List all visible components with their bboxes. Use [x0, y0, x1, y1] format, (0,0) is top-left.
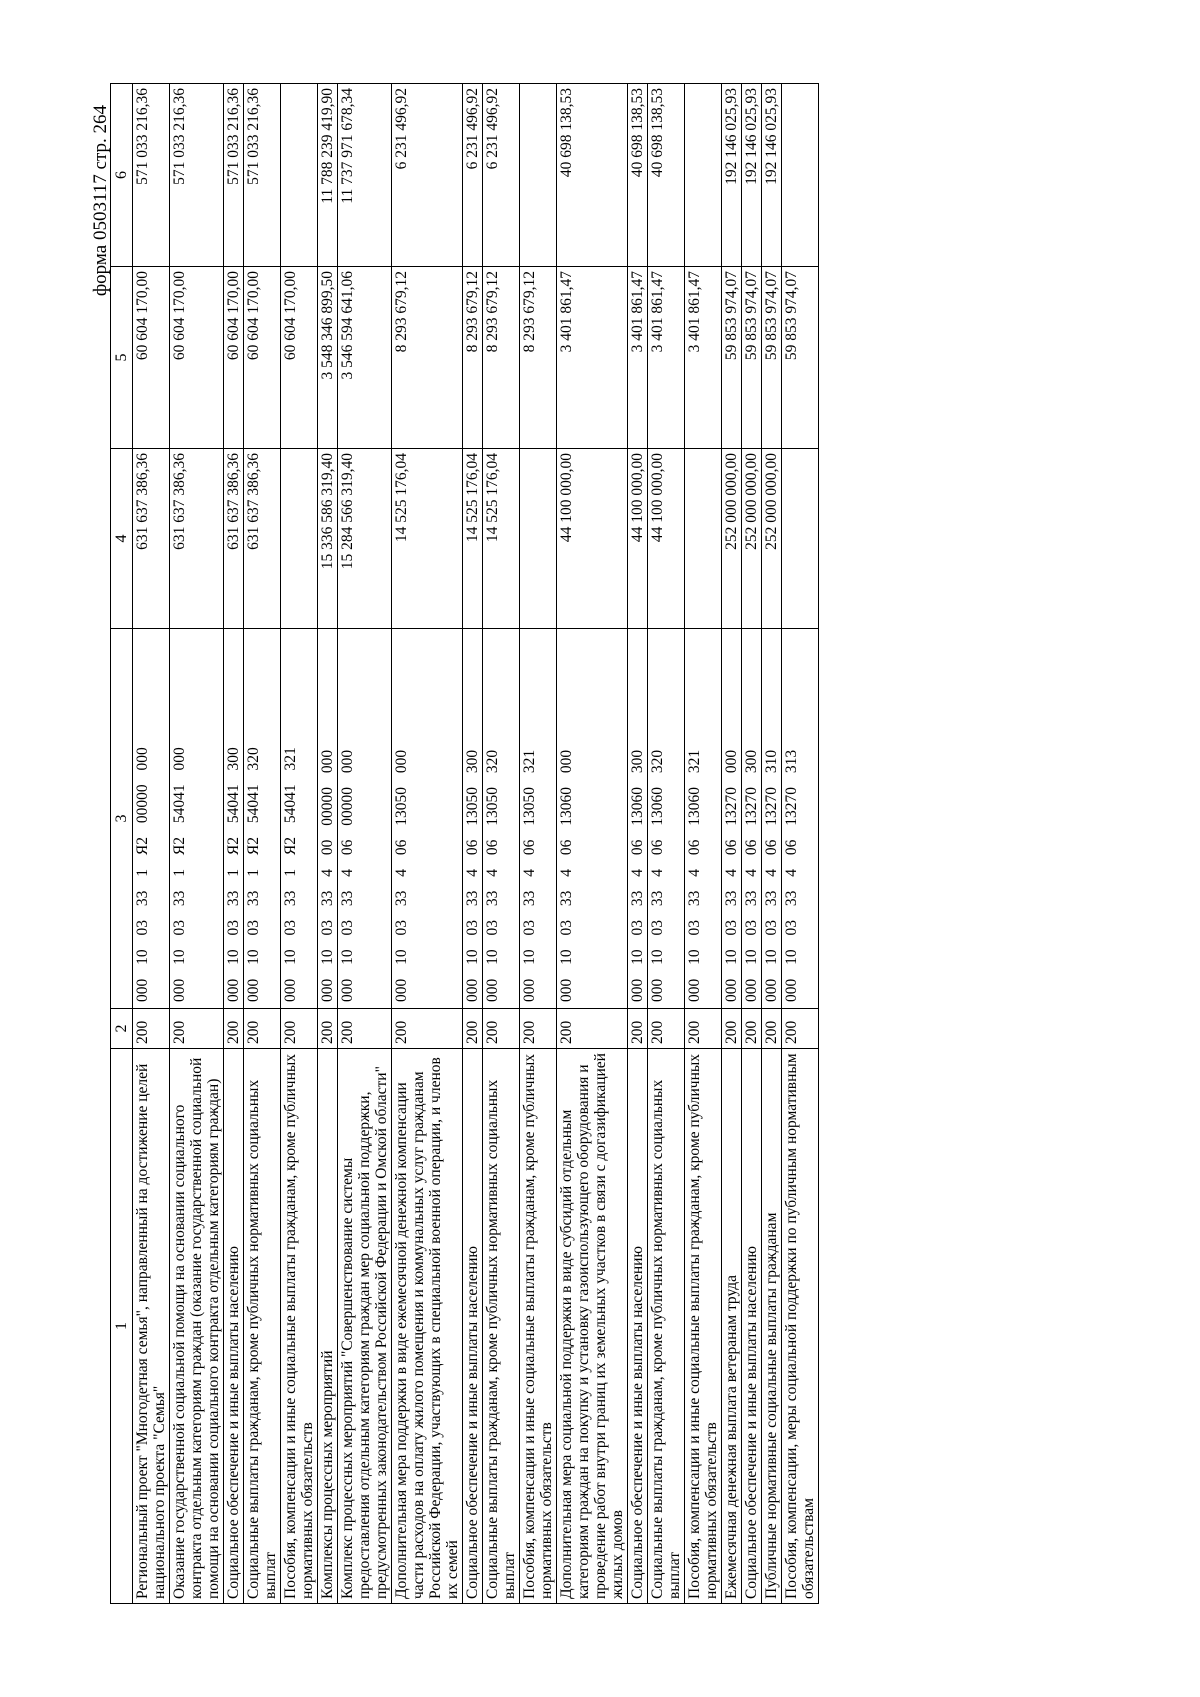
budget-code-cell: 000 10 03 33 1 Я2 54041 321 — [281, 629, 318, 1009]
budget-code-cell: 000 10 03 33 4 06 13060 320 — [648, 629, 685, 1009]
row-name-cell: Региональный проект "Многодетная семья", направленный на достижение целей национального проекта "Семья" — [133, 1049, 170, 1604]
table-row — [685, 84, 722, 1604]
table-body — [133, 84, 819, 1604]
executed-amount-cell: 3 401 861,47 — [628, 267, 648, 449]
table-row — [224, 84, 244, 1604]
approved-amount-cell: 631 637 386,36 — [170, 449, 224, 629]
executed-amount-cell: 8 293 679,12 — [463, 267, 483, 449]
budget-code-cell: 000 10 03 33 4 06 13050 300 — [463, 629, 483, 1009]
approved-amount-cell: 44 100 000,00 — [628, 449, 648, 629]
row-name-cell: Пособия, компенсации и иные социальные выплаты гражданам, кроме публичных нормативных обязательств — [520, 1049, 557, 1604]
unexecuted-amount-cell: 11 788 239 419,90 — [318, 84, 338, 267]
unexecuted-amount-cell: 192 146 025,93 — [742, 84, 762, 267]
table-row — [762, 84, 782, 1604]
row-code-cell: 200 — [483, 1009, 520, 1049]
table-row — [133, 84, 170, 1604]
row-name-cell: Комплекс процессных мероприятий "Совершенствование системы предоставления отдельным категориям граждан мер социальной поддержки, предусмотренных законодательством Российской Федерации и Омской области" — [338, 1049, 392, 1604]
executed-amount-cell: 60 604 170,00 — [170, 267, 224, 449]
executed-amount-cell: 8 293 679,12 — [392, 267, 463, 449]
executed-amount-cell: 3 548 346 899,50 — [318, 267, 338, 449]
executed-amount-cell: 60 604 170,00 — [281, 267, 318, 449]
unexecuted-amount-cell: 571 033 216,36 — [224, 84, 244, 267]
budget-code-cell: 000 10 03 33 4 06 13270 310 — [762, 629, 782, 1009]
row-name-cell: Пособия, компенсации, меры социальной поддержки по публичным нормативным обязательствам — [782, 1049, 819, 1604]
budget-table — [110, 83, 819, 1604]
executed-amount-cell: 3 401 861,47 — [685, 267, 722, 449]
approved-amount-cell: 631 637 386,36 — [244, 449, 281, 629]
executed-amount-cell: 60 604 170,00 — [224, 267, 244, 449]
budget-code-cell: 000 10 03 33 4 00 00000 000 — [318, 629, 338, 1009]
table-row — [170, 84, 224, 1604]
row-name-cell: Социальные выплаты гражданам, кроме публичных нормативных социальных выплат — [244, 1049, 281, 1604]
row-name-cell: Социальное обеспечение и иные выплаты населению — [463, 1049, 483, 1604]
unexecuted-amount-cell — [685, 84, 722, 267]
unexecuted-amount-cell: 571 033 216,36 — [133, 84, 170, 267]
approved-amount-cell — [685, 449, 722, 629]
row-code-cell: 200 — [338, 1009, 392, 1049]
row-code-cell: 200 — [170, 1009, 224, 1049]
row-code-cell: 200 — [762, 1009, 782, 1049]
row-name-cell: Социальное обеспечение и иные выплаты населению — [224, 1049, 244, 1604]
unexecuted-amount-cell: 40 698 138,53 — [648, 84, 685, 267]
table-row — [244, 84, 281, 1604]
unexecuted-amount-cell: 192 146 025,93 — [762, 84, 782, 267]
column-header: 2 — [111, 1009, 133, 1049]
row-code-cell: 200 — [224, 1009, 244, 1049]
row-code-cell: 200 — [722, 1009, 742, 1049]
table-row — [281, 84, 318, 1604]
budget-code-cell: 000 10 03 33 4 06 13270 313 — [782, 629, 819, 1009]
column-header: 1 — [111, 1049, 133, 1604]
budget-code-cell: 000 10 03 33 1 Я2 00000 000 — [133, 629, 170, 1009]
executed-amount-cell: 59 853 974,07 — [782, 267, 819, 449]
unexecuted-amount-cell: 6 231 496,92 — [392, 84, 463, 267]
column-header: 4 — [111, 449, 133, 629]
table-row — [338, 84, 392, 1604]
approved-amount-cell: 44 100 000,00 — [557, 449, 628, 629]
approved-amount-cell: 631 637 386,36 — [224, 449, 244, 629]
budget-code-cell: 000 10 03 33 4 06 13050 320 — [483, 629, 520, 1009]
executed-amount-cell: 60 604 170,00 — [244, 267, 281, 449]
row-code-cell: 200 — [782, 1009, 819, 1049]
row-name-cell: Дополнительная мера социальной поддержки в виде субсидий отдельным категориям граждан на покупку и установку газоиспользующего оборудования и проведение работ внутри границ их земельных участков в связи с догазификацией жилых домов — [557, 1049, 628, 1604]
approved-amount-cell — [281, 449, 318, 629]
row-name-cell: Публичные нормативные социальные выплаты гражданам — [762, 1049, 782, 1604]
row-name-cell: Комплексы процессных мероприятий — [318, 1049, 338, 1604]
executed-amount-cell: 59 853 974,07 — [762, 267, 782, 449]
row-code-cell: 200 — [463, 1009, 483, 1049]
row-name-cell: Социальные выплаты гражданам, кроме публичных нормативных социальных выплат — [483, 1049, 520, 1604]
unexecuted-amount-cell — [281, 84, 318, 267]
row-code-cell: 200 — [742, 1009, 762, 1049]
approved-amount-cell: 15 336 586 319,40 — [318, 449, 338, 629]
table-row — [392, 84, 463, 1604]
row-code-cell: 200 — [557, 1009, 628, 1049]
approved-amount-cell: 252 000 000,00 — [722, 449, 742, 629]
budget-code-cell: 000 10 03 33 4 06 13050 000 — [392, 629, 463, 1009]
budget-code-cell: 000 10 03 33 4 06 13270 300 — [742, 629, 762, 1009]
executed-amount-cell: 60 604 170,00 — [133, 267, 170, 449]
table-row — [742, 84, 762, 1604]
budget-code-cell: 000 10 03 33 4 06 13060 321 — [685, 629, 722, 1009]
table-row — [318, 84, 338, 1604]
unexecuted-amount-cell: 571 033 216,36 — [244, 84, 281, 267]
budget-code-cell: 000 10 03 33 1 Я2 54041 320 — [244, 629, 281, 1009]
row-name-cell: Ежемесячная денежная выплата ветеранам труда — [722, 1049, 742, 1604]
executed-amount-cell: 59 853 974,07 — [722, 267, 742, 449]
budget-code-cell: 000 10 03 33 4 06 13060 000 — [557, 629, 628, 1009]
approved-amount-cell: 252 000 000,00 — [762, 449, 782, 629]
unexecuted-amount-cell: 192 146 025,93 — [722, 84, 742, 267]
table-row — [483, 84, 520, 1604]
table-row — [463, 84, 483, 1604]
row-name-cell: Социальное обеспечение и иные выплаты населению — [742, 1049, 762, 1604]
budget-code-cell: 000 10 03 33 4 06 00000 000 — [338, 629, 392, 1009]
table-row — [722, 84, 742, 1604]
budget-code-cell: 000 10 03 33 4 06 13060 300 — [628, 629, 648, 1009]
approved-amount-cell: 44 100 000,00 — [648, 449, 685, 629]
form-label: форма 0503117 стр. 264 — [90, 105, 111, 297]
row-name-cell: Социальное обеспечение и иные выплаты населению — [628, 1049, 648, 1604]
row-code-cell: 200 — [392, 1009, 463, 1049]
budget-code-cell: 000 10 03 33 4 06 13270 000 — [722, 629, 742, 1009]
row-code-cell: 200 — [628, 1009, 648, 1049]
executed-amount-cell: 3 546 594 641,06 — [338, 267, 392, 449]
unexecuted-amount-cell: 6 231 496,92 — [483, 84, 520, 267]
row-name-cell: Пособия, компенсации и иные социальные выплаты гражданам, кроме публичных нормативных обязательств — [281, 1049, 318, 1604]
row-code-cell: 200 — [133, 1009, 170, 1049]
approved-amount-cell: 15 284 566 319,40 — [338, 449, 392, 629]
budget-code-cell: 000 10 03 33 4 06 13050 321 — [520, 629, 557, 1009]
table-row — [782, 84, 819, 1604]
budget-code-cell: 000 10 03 33 1 Я2 54041 000 — [170, 629, 224, 1009]
row-code-cell: 200 — [281, 1009, 318, 1049]
row-code-cell: 200 — [520, 1009, 557, 1049]
row-name-cell: Оказание государственной социальной помощи на основании социального контракта отдельным категориям граждан (оказание государственной социальной помощи на основании социального контракта отдельным категориям граждан) — [170, 1049, 224, 1604]
row-code-cell: 200 — [685, 1009, 722, 1049]
approved-amount-cell: 14 525 176,04 — [463, 449, 483, 629]
row-name-cell: Социальные выплаты гражданам, кроме публичных нормативных социальных выплат — [648, 1049, 685, 1604]
unexecuted-amount-cell: 40 698 138,53 — [557, 84, 628, 267]
row-code-cell: 200 — [318, 1009, 338, 1049]
unexecuted-amount-cell: 571 033 216,36 — [170, 84, 224, 267]
approved-amount-cell: 14 525 176,04 — [392, 449, 463, 629]
column-header: 3 — [111, 629, 133, 1009]
approved-amount-cell: 252 000 000,00 — [742, 449, 762, 629]
column-header: 6 — [111, 84, 133, 267]
approved-amount-cell: 631 637 386,36 — [133, 449, 170, 629]
column-number-row — [111, 84, 133, 1604]
executed-amount-cell: 3 401 861,47 — [557, 267, 628, 449]
table-row — [628, 84, 648, 1604]
unexecuted-amount-cell: 6 231 496,92 — [463, 84, 483, 267]
table-row — [520, 84, 557, 1604]
unexecuted-amount-cell — [782, 84, 819, 267]
unexecuted-amount-cell: 11 737 971 678,34 — [338, 84, 392, 267]
column-header: 5 — [111, 267, 133, 449]
approved-amount-cell — [782, 449, 819, 629]
executed-amount-cell: 8 293 679,12 — [483, 267, 520, 449]
table-row — [557, 84, 628, 1604]
budget-code-cell: 000 10 03 33 1 Я2 54041 300 — [224, 629, 244, 1009]
row-code-cell: 200 — [648, 1009, 685, 1049]
row-code-cell: 200 — [244, 1009, 281, 1049]
unexecuted-amount-cell: 40 698 138,53 — [628, 84, 648, 267]
executed-amount-cell: 3 401 861,47 — [648, 267, 685, 449]
row-name-cell: Дополнительная мера поддержки в виде ежемесячной денежной компенсации части расходов на оплату жилого помещения и коммунальных услуг гражданам Российской Федерации, участвующих в специальной военной операции, и членов их семей — [392, 1049, 463, 1604]
row-name-cell: Пособия, компенсации и иные социальные выплаты гражданам, кроме публичных нормативных обязательств — [685, 1049, 722, 1604]
approved-amount-cell: 14 525 176,04 — [483, 449, 520, 629]
table-row — [648, 84, 685, 1604]
executed-amount-cell: 8 293 679,12 — [520, 267, 557, 449]
approved-amount-cell — [520, 449, 557, 629]
unexecuted-amount-cell — [520, 84, 557, 267]
executed-amount-cell: 59 853 974,07 — [742, 267, 762, 449]
